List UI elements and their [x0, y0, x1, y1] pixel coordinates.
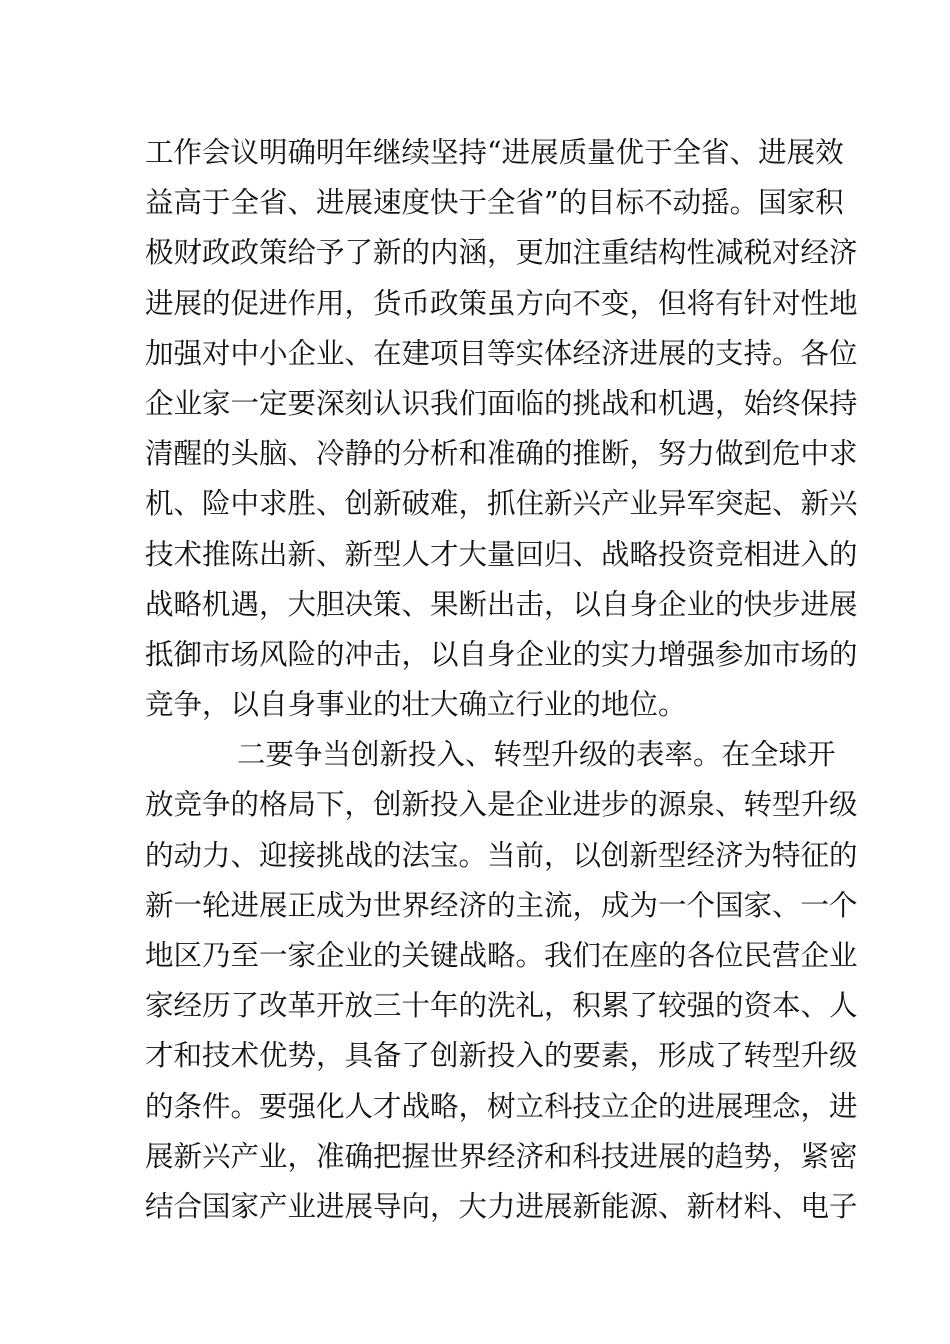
text-line: 清醒的头脑、冷静的分析和准确的推断，努力做到危中求	[145, 437, 858, 471]
text-line: 展新兴产业，准确把握世界经济和科技进展的趋势，紧密	[145, 1139, 858, 1173]
text-line: 放竞争的格局下，创新投入是企业进步的源泉、转型升级	[145, 788, 858, 822]
text-line: 地区乃至一家企业的关键战略。我们在座的各位民营企业	[145, 939, 858, 972]
text-line: 工作会议明确明年继续坚持“进展质量优于全省、进展效	[145, 136, 844, 169]
text-line: 技术推陈出新、新型人才大量回归、战略投资竞相进入的	[145, 537, 858, 571]
text-line: 才和技术优势，具备了创新投入的要素，形成了转型升级	[145, 1039, 858, 1073]
text-line: 机、险中求胜、创新破难，抓住新兴产业异军突起、新兴	[145, 487, 858, 521]
text-line: 加强对中小企业、在建项目等实体经济进展的支持。各位	[145, 336, 858, 370]
paragraph-heading-line: 二要争当创新投入、转型升级的表率。在全球开	[237, 738, 836, 772]
text-line: 竞争，以自身事业的壮大确立行业的地位。	[145, 688, 687, 722]
body-text	[145, 128, 858, 1232]
text-line: 益高于全省、进展速度快于全省”的目标不动摇。国家积	[145, 186, 844, 220]
text-line: 抵御市场风险的冲击，以自身企业的实力增强参加市场的	[145, 637, 858, 671]
text-line: 家经历了改革开放三十年的洗礼，积累了较强的资本、人	[145, 989, 858, 1023]
text-line: 企业家一定要深刻认识我们面临的挑战和机遇，始终保持	[145, 386, 858, 420]
text-line: 的动力、迎接挑战的法宝。当前，以创新型经济为特征的	[145, 838, 858, 872]
text-line: 新一轮进展正成为世界经济的主流，成为一个国家、一个	[145, 888, 858, 922]
text-line: 的条件。要强化人才战略，树立科技立企的进展理念，进	[145, 1089, 858, 1123]
text-line: 结合国家产业进展导向，大力进展新能源、新材料、电子	[145, 1189, 858, 1223]
text-line: 战略机遇，大胆决策、果断出击，以自身企业的快步进展	[145, 587, 858, 621]
text-line: 进展的促进作用，货币政策虽方向不变，但将有针对性地	[145, 286, 858, 320]
text-line: 极财政政策给予了新的内涵，更加注重结构性减税对经济	[145, 236, 858, 270]
